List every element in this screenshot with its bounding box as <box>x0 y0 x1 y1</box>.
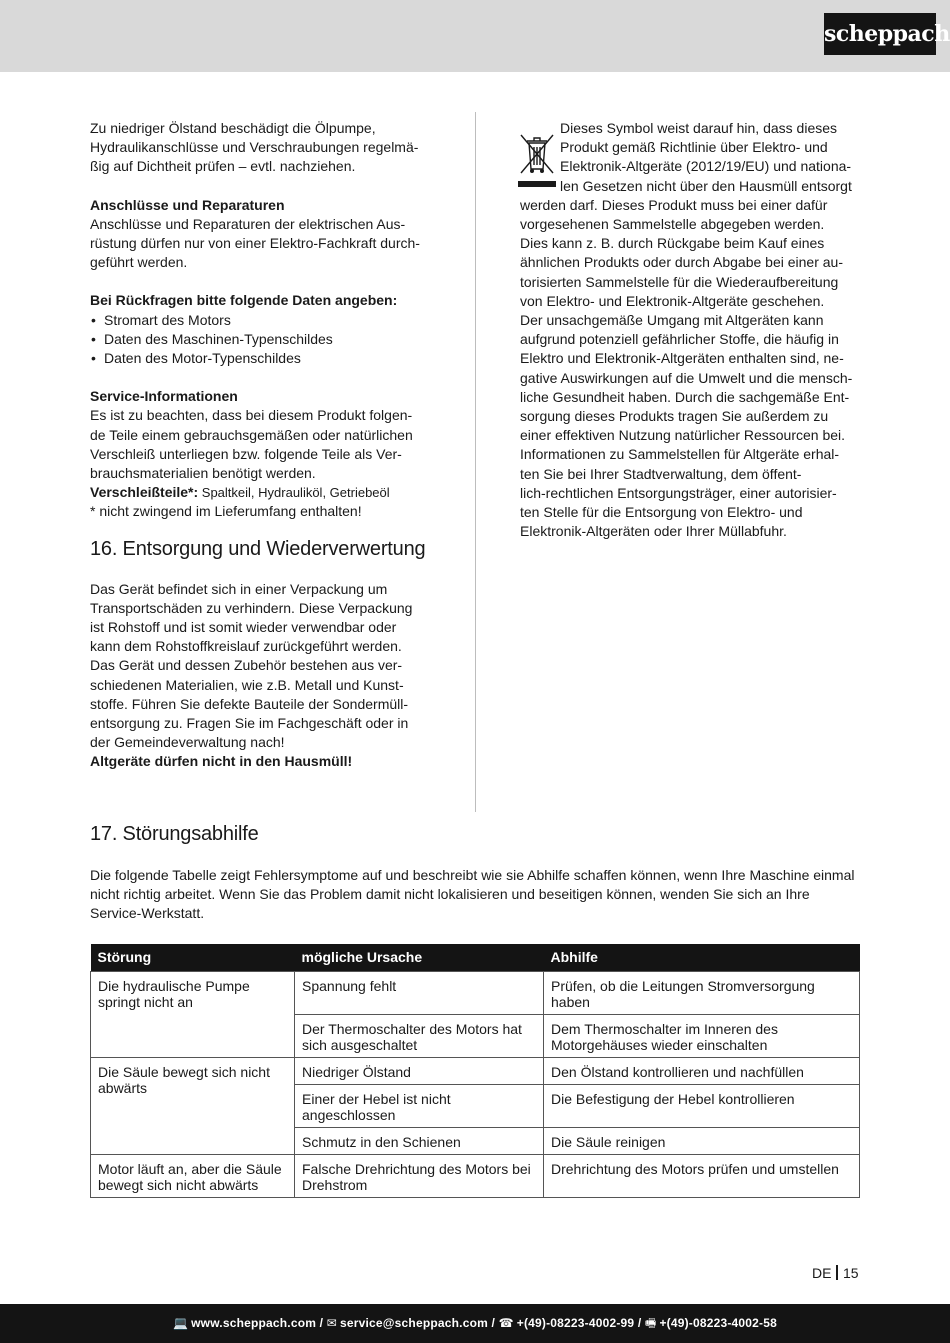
text-line: liche Gesundheit haben. Durch die sachgemäße Ent- <box>520 388 850 405</box>
disposal-warning: Altgeräte dürfen nicht in den Hausmüll! <box>90 753 353 770</box>
list-item: • Daten des Maschinen-Typenschildes <box>90 330 430 349</box>
fault-cell: Motor läuft an, aber die Säule bewegt sich nicht abwärts <box>91 1154 295 1197</box>
text-line: torisierten Sammelstelle für die Wiederaufbereitung <box>520 273 839 290</box>
text-line: Elektro und Elektronik-Altgeräten enthalten sind, ne- <box>520 350 844 367</box>
table-header-row <box>91 944 860 971</box>
query-list <box>90 311 430 369</box>
text-line: len Gesetzen nicht über den Hausmüll entsorgt <box>560 177 852 194</box>
table-row <box>91 971 860 1014</box>
text-line: ßig auf Dichtheit prüfen – evtl. nachziehen. <box>90 158 356 175</box>
footer-separator: / <box>316 1316 327 1330</box>
footer-bar <box>0 1304 950 1343</box>
footer-website[interactable]: www.scheppach.com <box>191 1316 317 1330</box>
troubleshooting-table <box>90 944 860 1198</box>
text-line: Anschlüsse und Reparaturen der elektrischen Aus- <box>90 215 406 232</box>
column-header-cause: mögliche Ursache <box>295 944 544 971</box>
right-column <box>520 119 860 541</box>
footer-separator: / <box>487 1316 499 1330</box>
fault-cell: Die Säule bewegt sich nicht abwärts <box>91 1057 295 1154</box>
text-line: ähnlichen Produkts oder durch Abgabe bei einer au- <box>520 254 843 271</box>
remedy-cell: Prüfen, ob die Leitungen Stromversorgung haben <box>544 971 860 1014</box>
remedy-cell: Die Befestigung der Hebel kontrollieren <box>544 1084 860 1127</box>
text-line: ten Stelle für die Entsorgung von Elektro- und <box>520 504 803 521</box>
remedy-cell: Den Ölstand kontrollieren und nachfüllen <box>544 1057 860 1084</box>
text-line: kann dem Rohstoffkreislauf zurückgeführt werden. <box>90 638 402 655</box>
text-line: einer effektiven Nutzung natürlicher Ressourcen bei. <box>520 427 846 444</box>
cause-cell: Einer der Hebel ist nicht angeschlossen <box>295 1084 544 1127</box>
section-17-intro: Die folgende Tabelle zeigt Fehlersymptome auf und beschreibt wie sie Abhilfe schaffen können, wenn Ihre Maschine einmal nicht richtig arbeitet. Wenn Sie das Problem damit nicht lokalisieren und beseitigen können, wenden Sie sich an Ihre Service-Werkstatt. <box>90 867 855 922</box>
text-line: Der unsachgemäße Umgang mit Altgeräten kann <box>520 312 824 329</box>
text-line: schiedenen Materialien, wie z.B. Metall und Kunst- <box>90 676 404 693</box>
page-number-separator <box>836 1265 838 1280</box>
text-line: Hydraulikanschlüsse und Verschraubungen regelmä- <box>90 139 419 156</box>
text-line: Das Gerät und dessen Zubehör bestehen aus ver- <box>90 657 403 674</box>
text-line: sorgung dieses Produkts tragen Sie außerdem zu <box>520 408 829 425</box>
text-line: Transportschäden zu verhindern. Diese Verpackung <box>90 599 413 616</box>
brand-logo: scheppach <box>824 13 936 55</box>
text-line: Das Gerät befindet sich in einer Verpackung um <box>90 580 388 597</box>
page-number-value: 15 <box>842 1265 859 1281</box>
text-line: lich-rechtlichen Entsorgungsträger, einer autorisier- <box>520 484 837 501</box>
text-line: de Teile einem gebrauchsgemäßen oder natürlichen <box>90 426 413 443</box>
text-line: von Elektro- und Elektronik-Altgeräte geschehen. <box>520 292 825 309</box>
page-number <box>812 1265 859 1281</box>
text-line: Informationen zu Sammelstellen für Altgeräte erhal- <box>520 446 840 463</box>
column-divider <box>475 112 476 812</box>
cause-cell: Der Thermoschalter des Motors hat sich ausgeschaltet <box>295 1014 544 1057</box>
remedy-cell: Die Säule reinigen <box>544 1127 860 1154</box>
footer-phone: +(49)-08223-4002-99 <box>516 1316 635 1330</box>
text-line: Es ist zu beachten, dass bei diesem Produkt folgen- <box>90 407 413 424</box>
disposal-text <box>90 580 430 753</box>
column-header-fault: Störung <box>91 944 295 971</box>
phone-icon: ☎ <box>498 1316 514 1330</box>
text-line: geführt werden. <box>90 254 188 271</box>
text-line: aufgrund potenziell gefährlicher Stoffe, die häufig in <box>520 331 839 348</box>
text-line: entsorgung zu. Fragen Sie im Fachgeschäft oder in <box>90 715 409 732</box>
footer-separator: / <box>634 1316 645 1330</box>
wear-parts-line <box>90 483 430 502</box>
text-line: ten Sie bei Ihrer Stadtverwaltung, dem öffent- <box>520 465 802 482</box>
text-line: stoffe. Führen Sie defekte Bauteile der Sondermüll- <box>90 695 409 712</box>
mail-icon: ✉ <box>326 1316 337 1330</box>
weee-crossed-bin-icon <box>518 129 556 187</box>
footer-fax: +(49)-08223-4002-58 <box>659 1316 778 1330</box>
connections-heading: Anschlüsse und Reparaturen <box>90 196 285 213</box>
section-16-title: 16. Entsorgung und Wiederverwertung <box>90 537 426 560</box>
remedy-cell: Drehrichtung des Motors prüfen und umstellen <box>544 1154 860 1197</box>
fault-cell: Die hydraulische Pumpe springt nicht an <box>91 971 295 1057</box>
fax-icon: 🖷 <box>644 1316 657 1330</box>
text-line: Dieses Symbol weist darauf hin, dass dieses <box>560 120 838 136</box>
language-code: DE <box>812 1265 832 1281</box>
oil-intro <box>90 119 430 177</box>
cause-cell: Spannung fehlt <box>295 971 544 1014</box>
remedy-cell: Dem Thermoschalter im Inneren des Motorgehäuses wieder einschalten <box>544 1014 860 1057</box>
text-line: gative Auswirkungen auf die Umwelt und die mensch- <box>520 369 853 386</box>
text-line: rüstung dürfen nur von einer Elektro-Fachkraft durch- <box>90 235 420 252</box>
text-line: Verschleiß unterliegen bzw. folgende Teile als Ver- <box>90 445 402 462</box>
text-line: der Gemeindeverwaltung nach! <box>90 734 285 751</box>
column-header-remedy: Abhilfe <box>544 944 860 971</box>
text-line: brauchsmaterialien benötigt werden. <box>90 465 316 482</box>
text-line: Produkt gemäß Richtlinie über Elektro- und <box>560 139 828 156</box>
text-line: Zu niedriger Ölstand beschädigt die Ölpumpe, <box>90 120 376 136</box>
text-line: werden darf. Dieses Produkt muss bei einer dafür <box>520 196 828 213</box>
wear-parts-note: * nicht zwingend im Lieferumfang enthalten! <box>90 503 362 520</box>
left-column <box>90 119 430 772</box>
footer-email[interactable]: service@scheppach.com <box>340 1316 488 1330</box>
section-17-title: 17. Störungsabhilfe <box>90 823 259 845</box>
table-row <box>91 1057 860 1084</box>
cause-cell: Falsche Drehrichtung des Motors bei Drehstrom <box>295 1154 544 1197</box>
list-item: • Stromart des Motors <box>90 311 430 330</box>
wear-parts-list: Spaltkeil, Hydrauliköl, Getriebeöl <box>198 485 390 501</box>
text-line: ist Rohstoff und ist somit wieder verwendbar oder <box>90 619 397 636</box>
weee-block <box>520 119 860 541</box>
text-line: Elektronik-Altgeräten oder Ihrer Müllabfuhr. <box>520 523 787 540</box>
service-heading: Service-Informationen <box>90 388 238 405</box>
cause-cell: Niedriger Ölstand <box>295 1057 544 1084</box>
cause-cell: Schmutz in den Schienen <box>295 1127 544 1154</box>
text-line: Dies kann z. B. durch Rückgabe beim Kauf eines <box>520 235 825 252</box>
wear-parts-label: Verschleißteile*: <box>90 484 199 501</box>
text-line: Elektronik-Altgeräte (2012/19/EU) und nationa- <box>560 158 852 175</box>
header-band <box>0 0 950 72</box>
list-item: • Daten des Motor-Typenschildes <box>90 349 430 368</box>
text-line: vorgesehenen Sammelstelle abgegeben werden. <box>520 216 825 233</box>
table-row <box>91 1154 860 1197</box>
computer-icon: 💻 <box>172 1316 189 1330</box>
query-heading: Bei Rückfragen bitte folgende Daten angeben: <box>90 292 398 309</box>
